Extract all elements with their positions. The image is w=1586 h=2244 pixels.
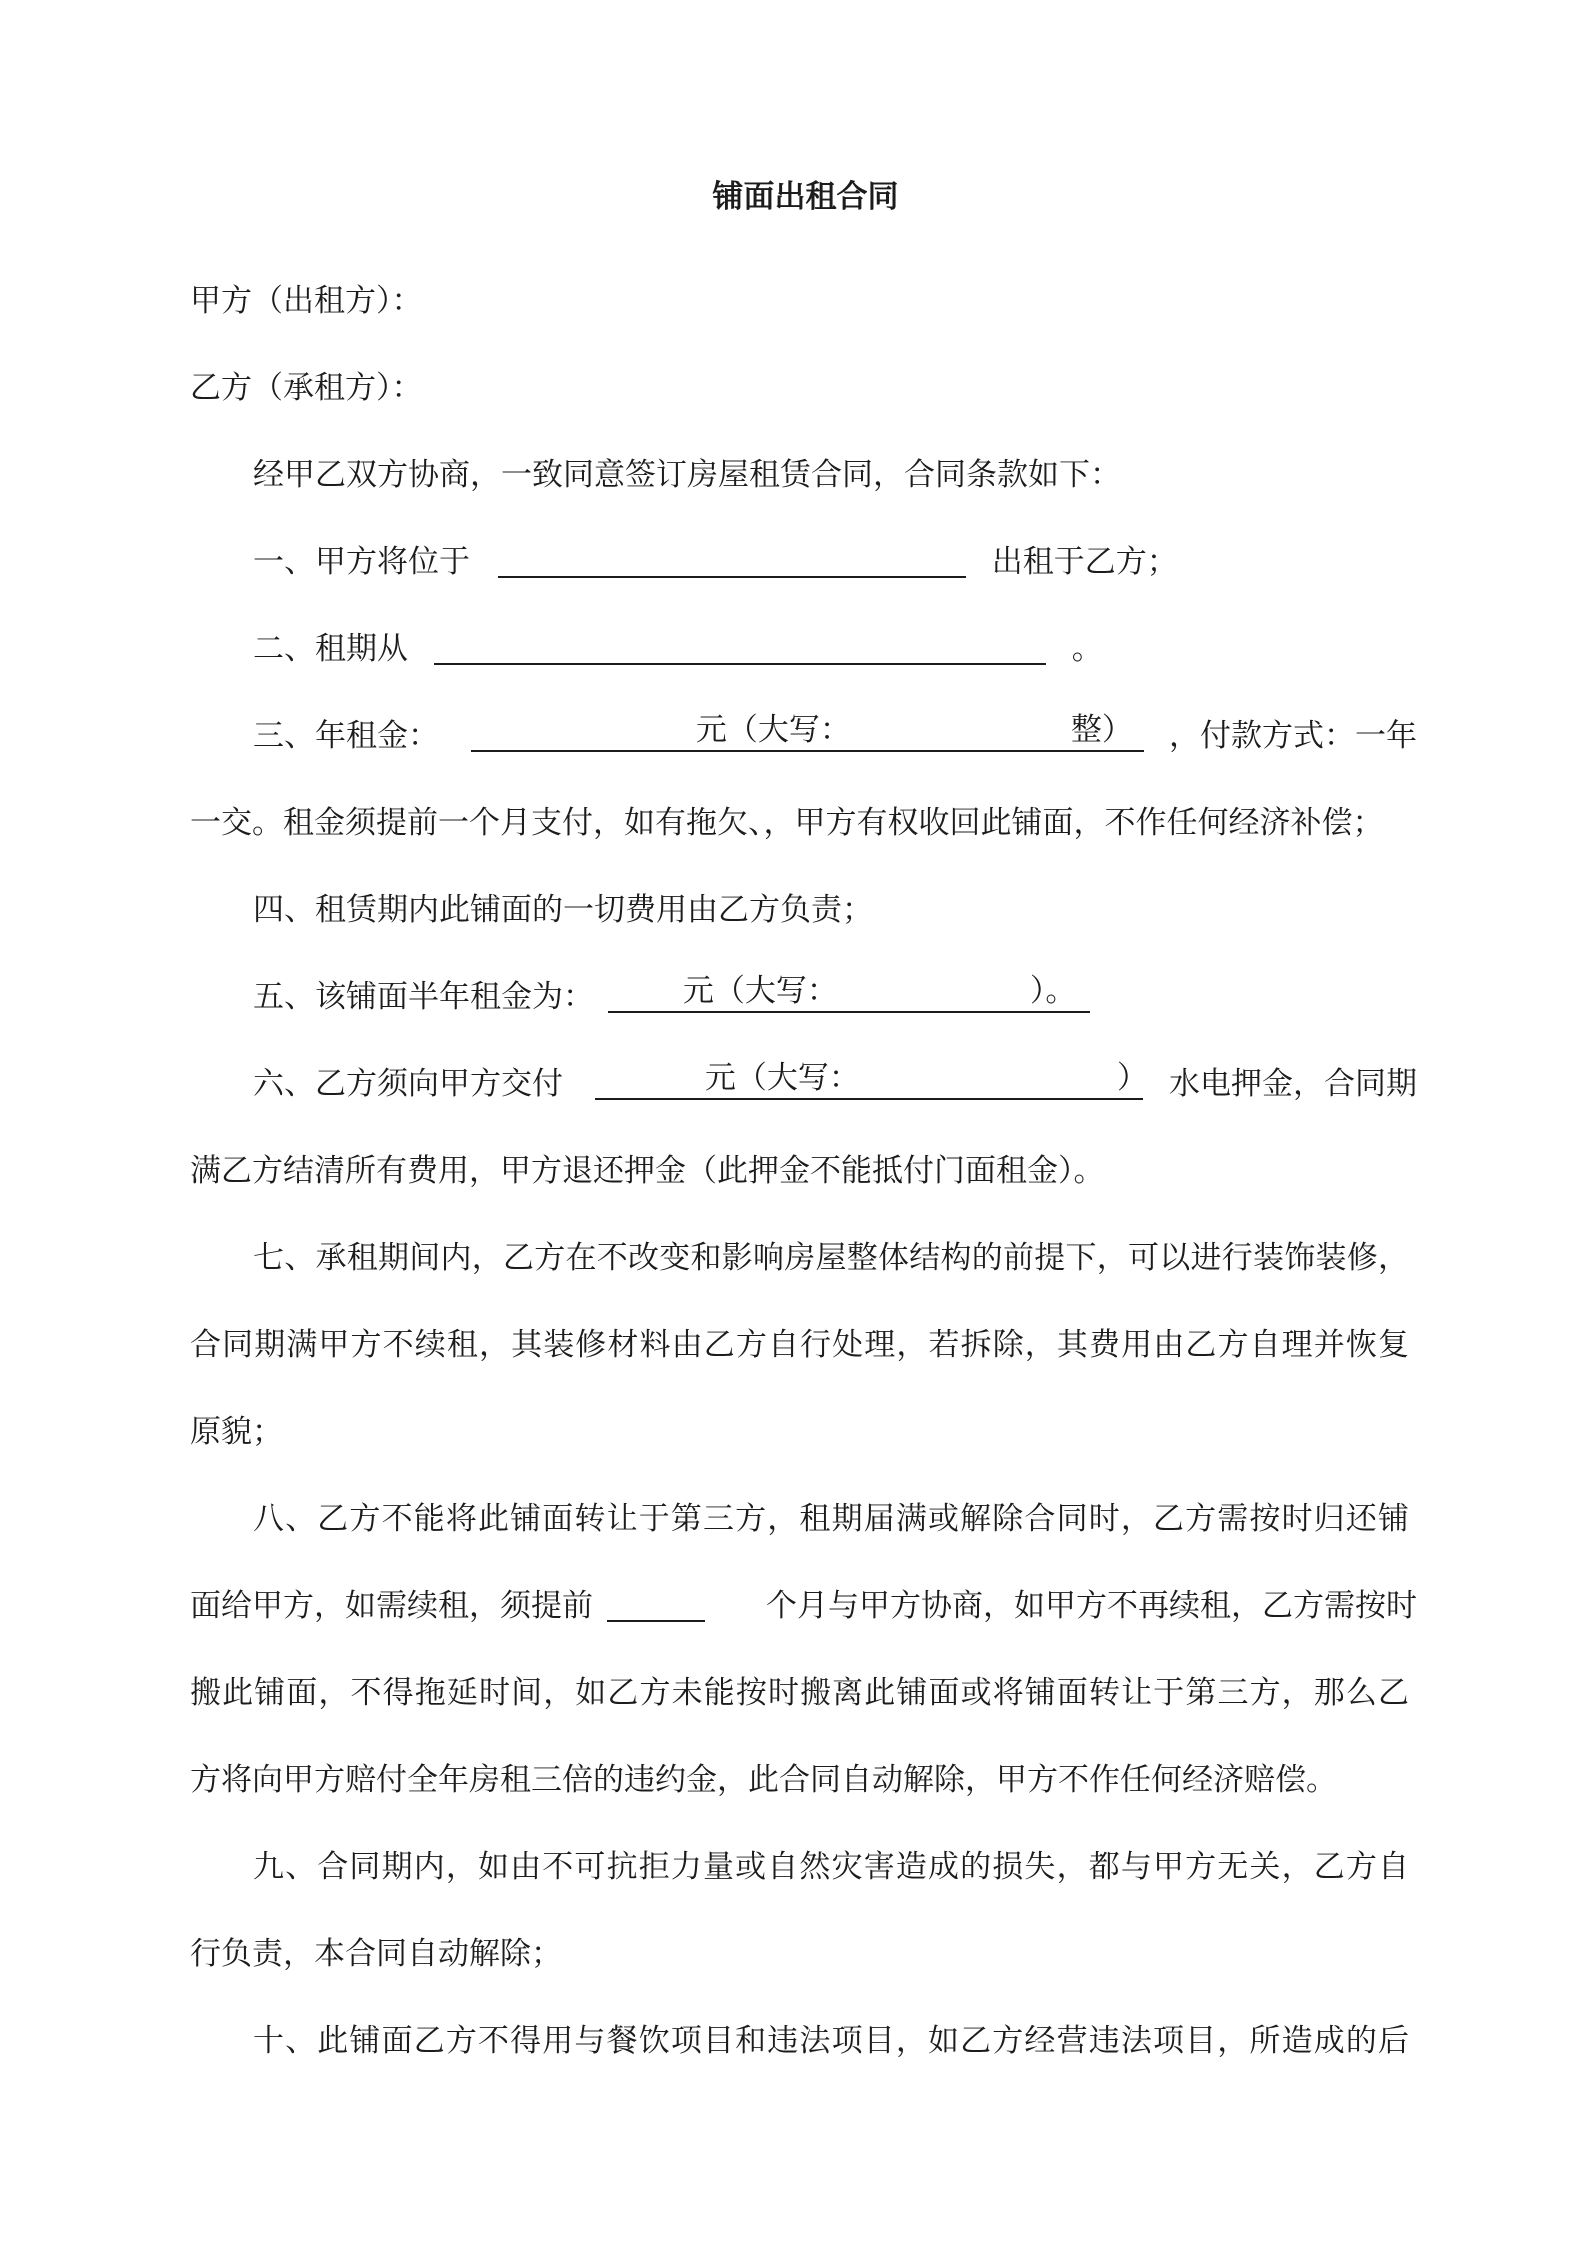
clause-8-line-2-suffix: 个月与甲方协商，如甲方不再续租，乙方需按时 xyxy=(766,1588,1417,1624)
clause-5-half-year-rent-blank[interactable] xyxy=(608,971,1090,1013)
clause-5-prefix: 五、该铺面半年租金为： xyxy=(253,979,594,1015)
clause-2-period-blank[interactable] xyxy=(434,623,1046,665)
clause-3-suffix: ，付款方式：一年 xyxy=(1169,718,1417,754)
clause-6-close: ） xyxy=(1116,1060,1148,1096)
clause-6-suffix: 水电押金，合同期 xyxy=(1169,1066,1417,1102)
document-title: 铺面出租合同 xyxy=(712,179,899,215)
clause-9-line-1: 九、合同期内，如由不可抗拒力量或自然灾害造成的损失，都与甲方无关，乙方自 xyxy=(253,1849,1409,1885)
clause-7-line-1: 七、承租期间内，乙方在不改变和影响房屋整体结构的前提下，可以进行装饰装修， xyxy=(253,1240,1409,1276)
clause-2-prefix: 二、租期从 xyxy=(253,631,408,667)
clause-8-line-1: 八、乙方不能将此铺面转让于第三方，租期届满或解除合同时，乙方需按时归还铺 xyxy=(253,1501,1409,1537)
clause-3-prefix: 三、年租金： xyxy=(253,718,439,754)
clause-6-line-1 xyxy=(190,1041,1417,1128)
clause-1-prefix: 一、甲方将位于 xyxy=(253,544,470,580)
clause-8-months-blank[interactable] xyxy=(607,1580,705,1622)
clause-8-line-3: 搬此铺面，不得拖延时间，如乙方未能按时搬离此铺面或将铺面转让于第三方，那么乙 xyxy=(190,1675,1409,1711)
clause-7-line-3: 原貌； xyxy=(190,1414,283,1450)
party-b-line: 乙方（承租方）： xyxy=(190,370,423,406)
clause-3-zheng-label: 整） xyxy=(1070,712,1133,748)
clause-9-line-2: 行负责，本合同自动解除； xyxy=(190,1936,562,1972)
clause-1-location-blank[interactable] xyxy=(498,536,966,578)
clause-6-deposit-blank[interactable] xyxy=(595,1058,1148,1100)
clause-1 xyxy=(190,519,1409,606)
clause-3-line-1 xyxy=(190,693,1417,780)
preamble: 经甲乙双方协商，一致同意签订房屋租赁合同，合同条款如下： xyxy=(253,457,1121,493)
clause-3-line-2: 一交。租金须提前一个月支付，如有拖欠、，甲方有权收回此铺面，不作任何经济补偿； xyxy=(190,805,1384,841)
clause-3-yuan-label: 元（大写： xyxy=(695,712,851,748)
clause-2 xyxy=(190,606,1409,693)
clause-10-line-1: 十、此铺面乙方不得用与餐饮项目和违法项目，如乙方经营违法项目，所造成的后 xyxy=(253,2023,1409,2059)
clause-2-suffix: 。 xyxy=(1071,631,1103,667)
clause-7-line-2: 合同期满甲方不续租，其装修材料由乙方自行处理，若拆除，其费用由乙方自理并恢复 xyxy=(190,1327,1409,1363)
clause-5 xyxy=(190,954,1409,1041)
clause-6-prefix: 六、乙方须向甲方交付 xyxy=(253,1066,563,1102)
clause-8-line-2 xyxy=(190,1563,1417,1650)
clause-1-suffix: 出租于乙方； xyxy=(991,544,1178,580)
clause-8-line-2-prefix: 面给甲方，如需续租，须提前 xyxy=(190,1588,593,1624)
clause-5-close: ）。 xyxy=(1029,973,1077,1009)
clause-6-line-2: 满乙方结清所有费用，甲方退还押金（此押金不能抵付门面租金）。 xyxy=(190,1153,1105,1189)
clause-6-yuan-label: 元（大写： xyxy=(704,1060,860,1096)
clause-8-line-4: 方将向甲方赔付全年房租三倍的违约金，此合同自动解除，甲方不作任何经济赔偿。 xyxy=(190,1762,1337,1798)
party-a-line: 甲方（出租方）： xyxy=(190,283,423,319)
clause-3-annual-rent-blank[interactable] xyxy=(471,710,1144,752)
clause-5-yuan-label: 元（大写： xyxy=(682,973,838,1009)
clause-4: 四、租赁期内此铺面的一切费用由乙方负责； xyxy=(253,892,873,928)
